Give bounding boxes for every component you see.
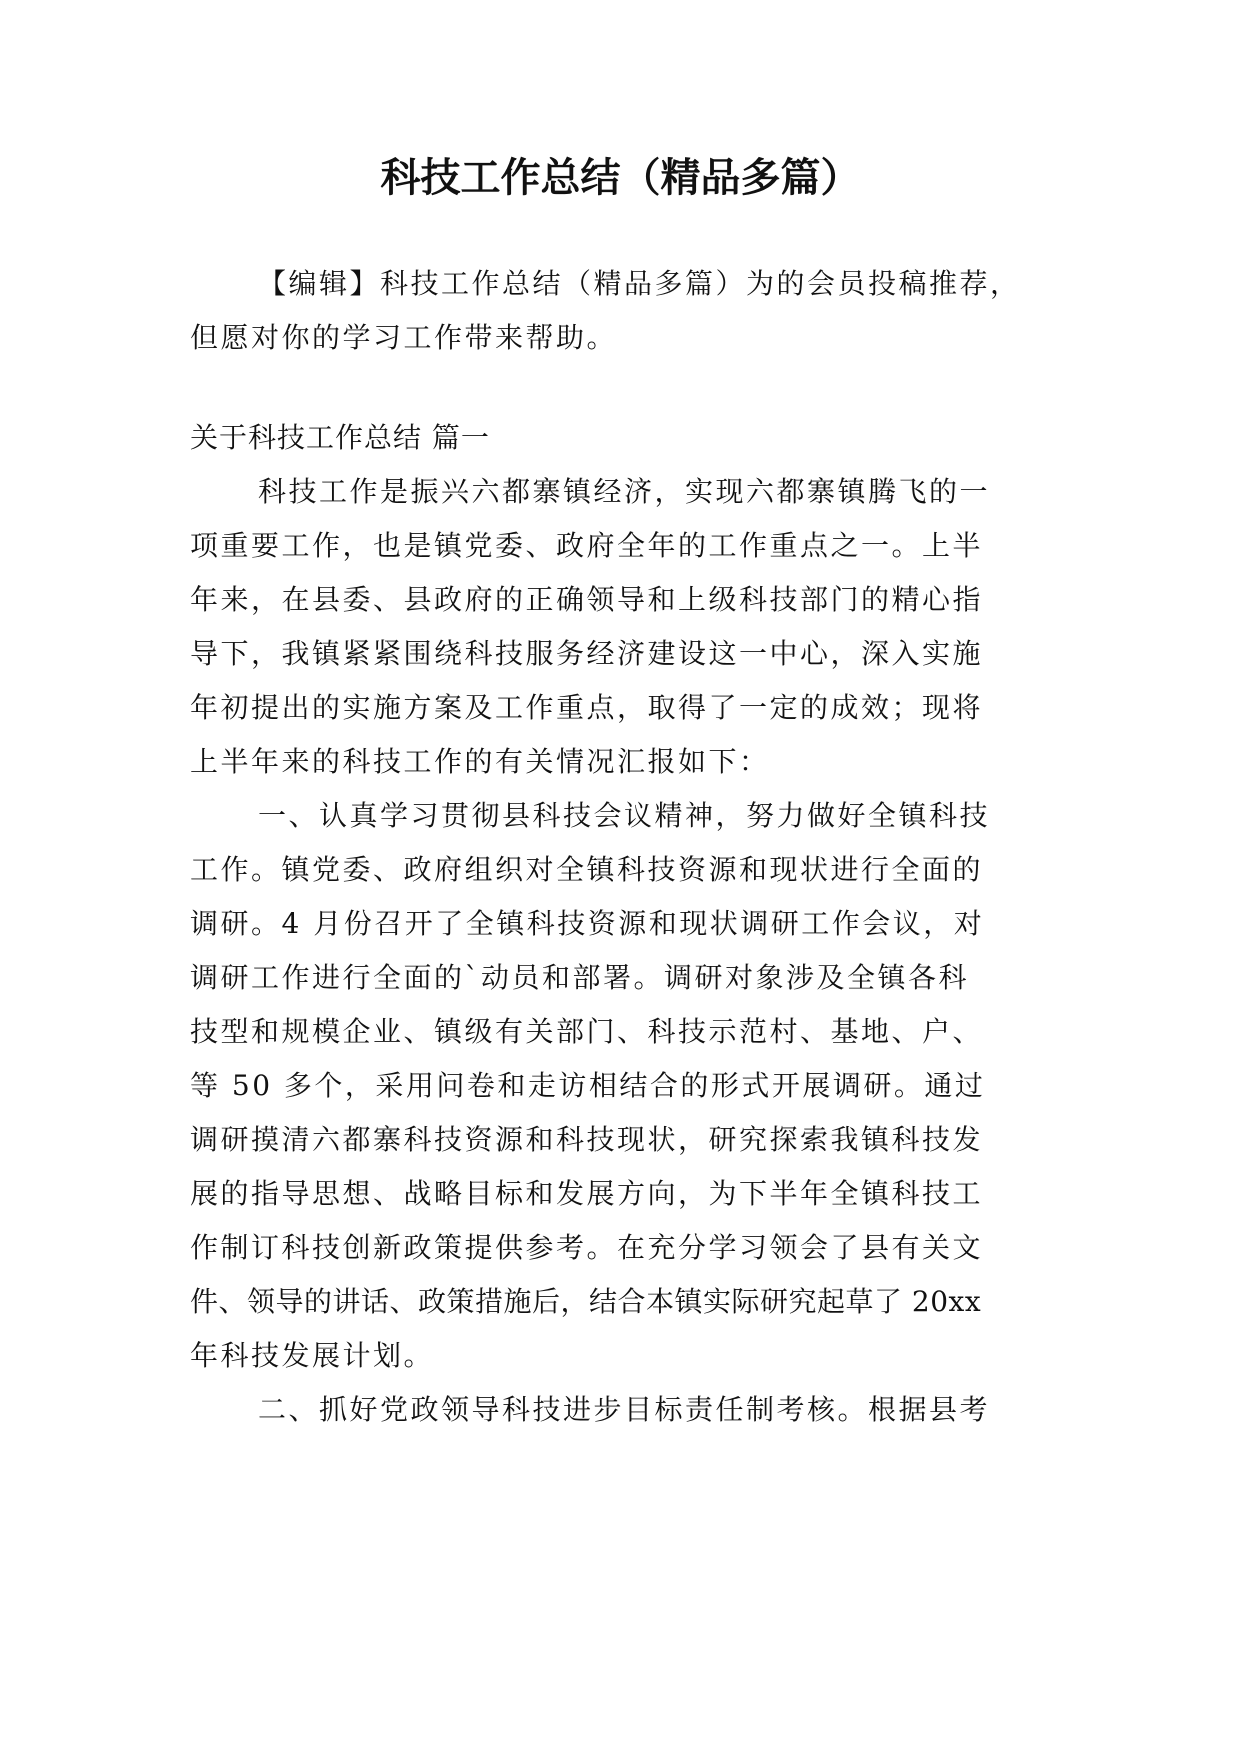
- section-heading: 关于科技工作总结 篇一: [190, 421, 490, 454]
- body-line-14: 展的指导思想、战略目标和发展方向，为下半年全镇科技工: [190, 1177, 984, 1210]
- body-line-9: 调研。4 月份召开了全镇科技资源和现状调研工作会议，对: [190, 907, 985, 940]
- body-line-4: 导下，我镇紧紧围绕科技服务经济建设这一中心，深入实施: [190, 637, 984, 670]
- body-line-16: 件、领导的讲话、政策措施后，结合本镇实际研究起草了 20xx: [190, 1285, 982, 1318]
- body-line-11: 技型和规模企业、镇级有关部门、科技示范村、基地、户、: [190, 1015, 984, 1048]
- body-line-13: 调研摸清六都寨科技资源和科技现状，研究探索我镇科技发: [190, 1123, 984, 1156]
- body-line-8: 工作。镇党委、政府组织对全镇科技资源和现状进行全面的: [190, 853, 984, 886]
- body-line-10: 调研工作进行全面的`动员和部署。调研对象涉及全镇各科: [190, 961, 970, 994]
- body-line-12: 等 50 多个，采用问卷和走访相结合的形式开展调研。通过: [190, 1069, 986, 1102]
- body-line-1: 科技工作是振兴六都寨镇经济，实现六都寨镇腾飞的一: [258, 475, 991, 508]
- body-line-18: 二、抓好党政领导科技进步目标责任制考核。根据县考: [258, 1393, 991, 1426]
- body-line-6: 上半年来的科技工作的有关情况汇报如下：: [190, 745, 770, 778]
- body-line-3: 年来，在县委、县政府的正确领导和上级科技部门的精心指: [190, 583, 984, 616]
- document-title: 科技工作总结（精品多篇）: [380, 154, 861, 201]
- body-line-15: 作制订科技创新政策提供参考。在充分学习领会了县有关文: [190, 1231, 984, 1264]
- intro-line-1: 【编辑】科技工作总结（精品多篇）为的会员投稿推荐，: [258, 267, 1021, 300]
- body-line-5: 年初提出的实施方案及工作重点，取得了一定的成效；现将: [190, 691, 984, 724]
- body-line-7: 一、认真学习贯彻县科技会议精神，努力做好全镇科技: [258, 799, 991, 832]
- body-line-17: 年科技发展计划。: [190, 1339, 435, 1372]
- intro-line-2: 但愿对你的学习工作带来帮助。: [190, 321, 618, 354]
- body-line-2: 项重要工作，也是镇党委、政府全年的工作重点之一。上半: [190, 529, 984, 562]
